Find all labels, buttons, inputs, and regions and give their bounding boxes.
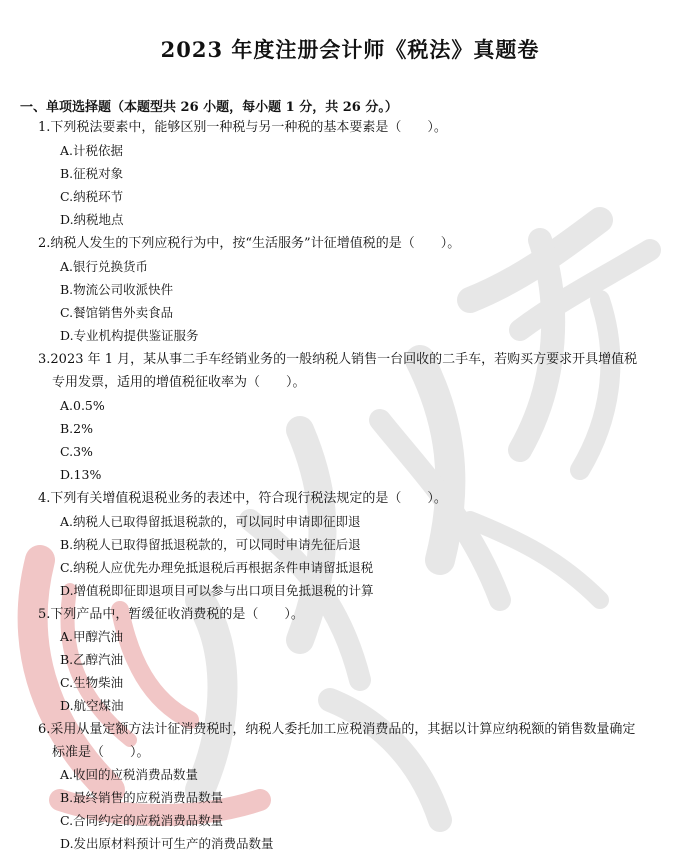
question-2-stem: 2.纳税人发生的下列应税行为中，按“生活服务”计征增值税的是（ ）。	[38, 236, 461, 251]
question-3-option-d: D.13%	[60, 467, 102, 482]
question-5-stem: 5.下列产品中，暂缓征收消费税的是（ ）。	[38, 607, 304, 622]
question-2-option-c: C.餐馆销售外卖食品	[60, 305, 174, 320]
question-1-option-c: C.纳税环节	[60, 189, 124, 204]
question-1-option-d: D.纳税地点	[60, 212, 124, 227]
question-6-option-c: C.合同约定的应税消费品数量	[60, 813, 224, 828]
question-5-option-d: D.航空煤油	[60, 698, 124, 713]
question-3-option-a: A.0.5%	[60, 398, 105, 413]
question-2-option-d: D.专业机构提供鉴证服务	[60, 328, 199, 343]
question-1-option-b: B.征税对象	[60, 166, 124, 181]
question-5-option-c: C.生物柴油	[60, 675, 124, 690]
question-2-option-b: B.物流公司收派快件	[60, 282, 174, 297]
question-6-stem: 6.采用从量定额方法计征消费税时，纳税人委托加工应税消费品的，其据以计算应纳税额的销售数量确定	[38, 722, 636, 737]
question-6-option-b: B.最终销售的应税消费品数量	[60, 790, 224, 805]
question-5-option-b: B.乙醇汽油	[60, 652, 124, 667]
question-4-option-a: A.纳税人已取得留抵退税款的，可以同时申请即征即退	[60, 514, 361, 529]
page-title: 2023 年度注册会计师《税法》真题卷	[160, 37, 540, 62]
question-1-option-a: A.计税依据	[60, 143, 124, 158]
question-4-stem: 4.下列有关增值税退税业务的表述中，符合现行税法规定的是（ ）。	[38, 491, 447, 506]
question-4-option-c: C.纳税人应优先办理免抵退税后再根据条件申请留抵退税	[60, 560, 374, 575]
question-4-option-b: B.纳税人已取得留抵退税款的，可以同时申请先征后退	[60, 537, 361, 552]
question-5-option-a: A.甲醇汽油	[60, 629, 124, 644]
section-heading: 一、单项选择题（本题型共 26 小题，每小题 1 分，共 26 分。）	[20, 100, 398, 115]
question-3-stem-continued: 专用发票，适用的增值税征收率为（ ）。	[52, 375, 306, 390]
question-4-option-d: D.增值税即征即退项目可以参与出口项目免抵退税的计算	[60, 583, 374, 598]
question-3-option-b: B.2%	[60, 421, 93, 436]
question-1-stem: 1.下列税法要素中，能够区别一种税与另一种税的基本要素是（ ）。	[38, 120, 447, 135]
question-2-option-a: A.银行兑换货币	[60, 259, 149, 274]
question-3-option-c: C.3%	[60, 444, 93, 459]
question-6-option-d: D.发出原材料预计可生产的消费品数量	[60, 836, 274, 851]
question-3-stem: 3.2023 年 1 月，某从事二手车经销业务的一般纳税人销售一台回收的二手车，若购买方要求开具增值税	[38, 352, 638, 367]
question-6-option-a: A.收回的应税消费品数量	[60, 767, 199, 782]
question-6-stem-continued: 标准是（ ）。	[52, 745, 150, 760]
